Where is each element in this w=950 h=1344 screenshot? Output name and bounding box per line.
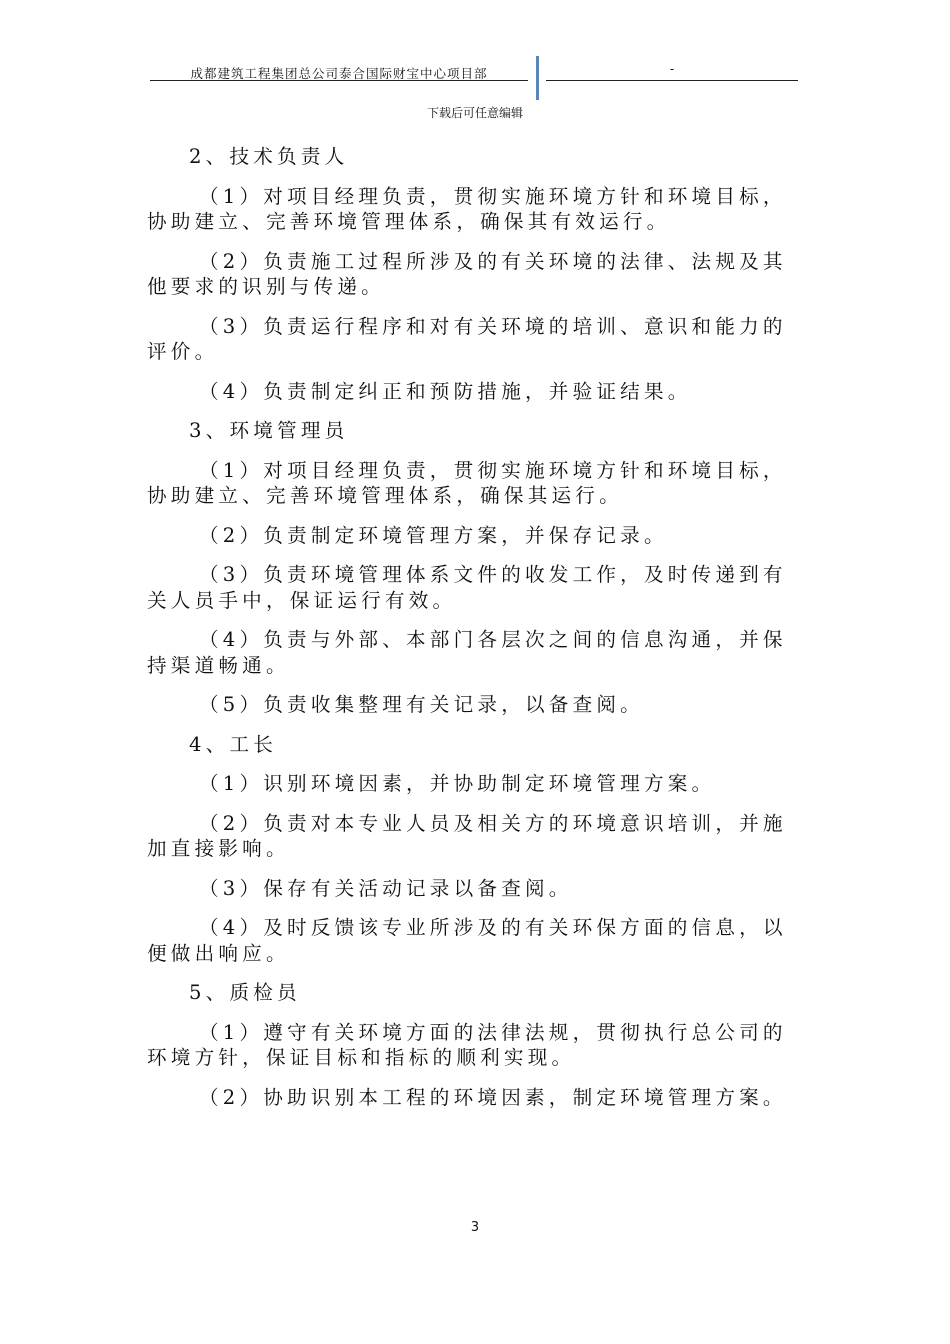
list-item: （2）负责施工过程所涉及的有关环境的法律、法规及其他要求的识别与传递。 [147,249,787,298]
list-item: （3）保存有关活动记录以备查阅。 [199,876,573,900]
section-heading: 5、质检员 [189,981,301,1004]
list-item: （3）负责环境管理体系文件的收发工作，及时传递到有关人员手中，保证运行有效。 [147,563,787,612]
section-heading: 4、工长 [189,732,278,756]
header-rule-left [150,80,528,81]
list-item: （2）负责制定环境管理方案，并保存记录。 [199,523,668,547]
list-item: （4）及时反馈该专业所涉及的有关环保方面的信息，以便做出响应。 [147,916,787,965]
document-body [147,144,803,1110]
list-item: （1）识别环境因素，并协助制定环境管理方案。 [199,772,716,795]
list-item: （1）遵守有关环境方面的法律法规，贯彻执行总公司的环境方针，保证目标和指标的顺利实现。 [147,1020,787,1069]
list-item: （2）负责对本专业人员及相关方的环境意识培训，并施加直接影响。 [147,811,787,860]
list-item: （1）对项目经理负责，贯彻实施环境方针和环境目标，协助建立、完善环境管理体系，确保其有效运行。 [147,184,787,233]
list-item: （1）对项目经理负责，贯彻实施环境方针和环境目标，协助建立、完善环境管理体系，确保其运行。 [147,458,787,507]
header-right-text: - [669,62,675,76]
header-company-text: 成都建筑工程集团总公司泰合国际财宝中心项目部 [190,66,488,81]
list-item: （5）负责收集整理有关记录，以备查阅。 [199,693,644,716]
header-rule-right [546,80,798,81]
section-heading: 3、环境管理员 [189,419,349,442]
list-item: （3）负责运行程序和对有关环境的培训、意识和能力的评价。 [147,314,787,363]
list-item: （4）负责制定纠正和预防措施，并验证结果。 [199,379,692,403]
list-item: （2）协助识别本工程的环境因素，制定环境管理方案。 [199,1085,787,1109]
list-item: （4）负责与外部、本部门各层次之间的信息沟通，并保持渠道畅通。 [147,628,787,677]
page-number: 3 [470,1220,480,1235]
header-divider-bar [536,56,539,100]
section-heading: 2、技术负责人 [189,145,349,168]
download-note: 下载后可任意编辑 [426,106,523,120]
